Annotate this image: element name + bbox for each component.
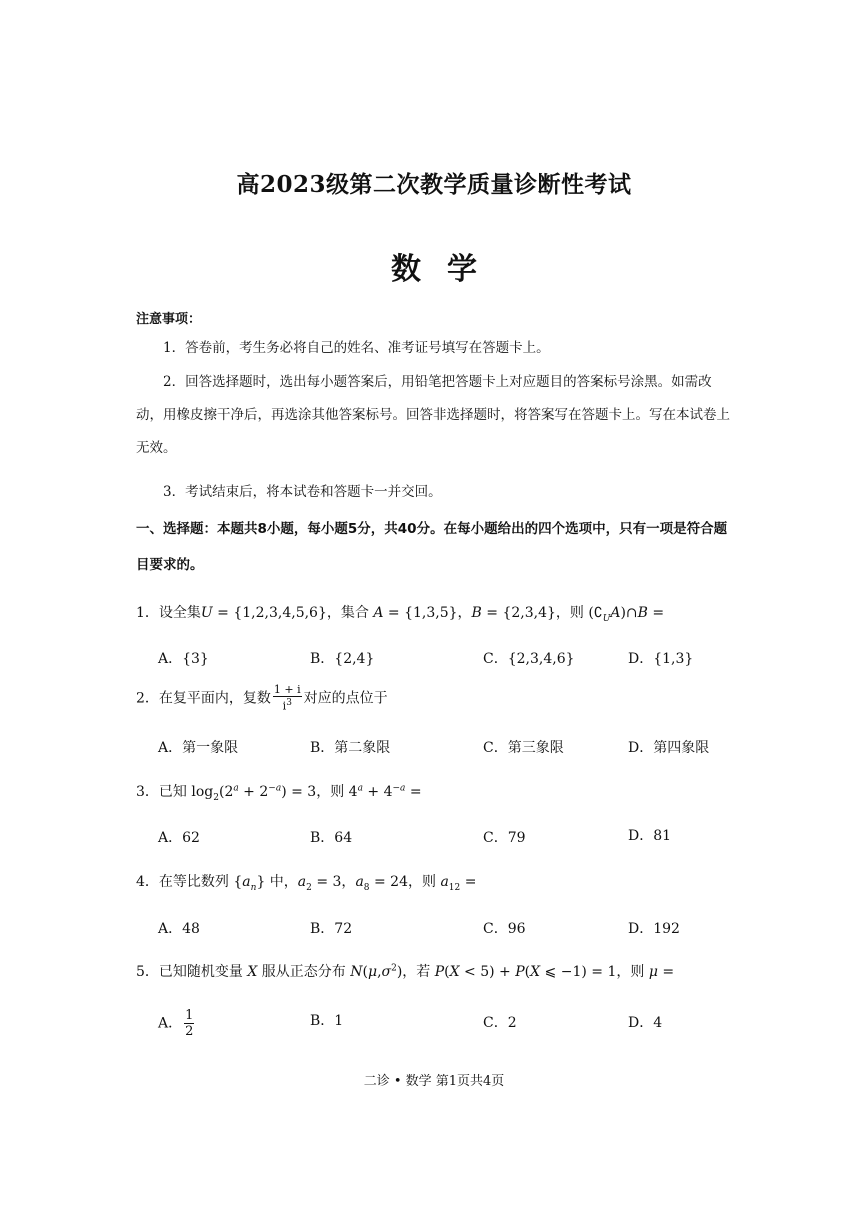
question-number: 1． — [136, 605, 159, 621]
question-2 — [136, 684, 388, 713]
option-label: A． — [158, 1015, 183, 1032]
math-var: X — [530, 964, 541, 980]
math-var: X — [247, 964, 258, 980]
q4-option-d: D．192 — [628, 921, 680, 937]
q2-option-b: B．第二象限 — [310, 740, 391, 756]
question-text: 服从正态分布 — [257, 964, 351, 980]
question-text: )，若 — [396, 964, 435, 980]
q1-option-b: B．{2,4} — [310, 651, 375, 667]
q4-option-b: B．72 — [310, 921, 353, 937]
question-text: + 4 — [362, 784, 393, 800]
question-text: )∩ — [620, 605, 638, 621]
question-text: } 中， — [256, 874, 298, 890]
question-number: 4． — [136, 874, 159, 890]
question-5 — [136, 961, 674, 981]
q5-option-b: B．1 — [310, 1013, 344, 1029]
fraction-numerator: 1 — [185, 1008, 194, 1023]
question-text: ) = 3，则 4 — [281, 784, 358, 800]
fraction-denominator — [273, 697, 302, 713]
q3-option-b: B．64 — [310, 830, 353, 846]
math-var: N — [350, 964, 363, 980]
math-var: a — [242, 874, 251, 890]
question-text: < 5) + — [459, 964, 516, 980]
math-superscript: −a — [392, 783, 406, 794]
math-var: a — [355, 874, 364, 890]
math-subscript: n — [250, 882, 257, 893]
question-1 — [136, 602, 664, 624]
q5-option-a — [158, 1008, 196, 1039]
question-text: ( — [444, 964, 450, 980]
question-text: = {1,3,5}， — [383, 605, 472, 621]
math-var: P — [434, 964, 445, 980]
question-text: = {1,2,3,4,5,6}，集合 — [212, 605, 374, 621]
q3-option-a: A．62 — [158, 830, 200, 846]
q1-option-d: D．{1,3} — [628, 651, 694, 667]
exam-title: 高2023级第二次教学质量诊断性考试 — [236, 171, 632, 198]
math-subscript: 2 — [213, 792, 219, 803]
notice-item-3: 3．考试结束后，将本试卷和答题卡一并交回。 — [163, 484, 442, 500]
math-var: μ — [367, 964, 378, 980]
math-var: B — [637, 605, 648, 621]
math-var: X — [449, 964, 460, 980]
question-text: = — [657, 964, 675, 980]
question-text: = — [405, 784, 422, 800]
math-superscript: a — [233, 783, 239, 794]
q1-option-a: A．{3} — [158, 651, 209, 667]
math-var: μ — [648, 964, 658, 980]
q2-option-c: C．第三象限 — [483, 740, 564, 756]
question-text: (2 — [218, 784, 234, 800]
math-superscript: 3 — [286, 698, 292, 708]
fraction-denominator-base: i — [282, 699, 287, 713]
math-var: a — [440, 874, 449, 890]
q4-option-a: A．48 — [158, 921, 200, 937]
subject-title: 数学 — [391, 252, 503, 287]
q2-option-a: A．第一象限 — [158, 740, 239, 756]
math-var: P — [515, 964, 525, 980]
fraction — [273, 684, 302, 713]
section-heading: 一、选择题：本题共8小题，每小题5分，共40分。在每小题给出的四个选项中，只有一项是符合题目要求的。 — [136, 521, 728, 573]
question-3 — [136, 781, 422, 803]
q3-option-c: C．79 — [483, 830, 526, 846]
q5-option-d: D．4 — [628, 1015, 663, 1031]
math-superscript: a — [357, 783, 363, 794]
question-text: 设全集 — [158, 605, 201, 621]
question-text: = 24，则 — [369, 874, 441, 890]
math-var: A — [610, 605, 621, 621]
q1-option-c: C．{2,3,4,6} — [483, 651, 575, 667]
math-var: σ — [381, 964, 392, 980]
page-footer: 二诊 • 数学 第1页共4页 — [363, 1074, 505, 1089]
q5-option-c: C．2 — [483, 1015, 517, 1031]
math-var: B — [471, 605, 482, 621]
math-subscript: 12 — [448, 882, 461, 893]
q3-option-d: D．81 — [628, 828, 672, 844]
question-number: 5． — [136, 964, 159, 980]
question-text: = — [647, 605, 665, 621]
math-subscript: 8 — [363, 882, 370, 893]
question-text: 已知 log — [158, 784, 214, 800]
question-number: 3． — [136, 784, 159, 800]
fraction — [184, 1008, 194, 1039]
question-text: 在复平面内，复数 — [158, 690, 271, 707]
question-text: ⩽ −1) = 1，则 — [540, 964, 649, 980]
question-text: , — [377, 964, 382, 980]
question-text: = — [460, 874, 477, 890]
question-text: 对应的点位于 — [303, 690, 388, 707]
notice-heading: 注意事项： — [136, 312, 202, 327]
question-text: ( — [362, 964, 368, 980]
fraction-denominator: 2 — [185, 1024, 194, 1039]
question-text: ( — [524, 964, 531, 980]
math-var: U — [200, 605, 213, 621]
q4-option-c: C．96 — [483, 921, 526, 937]
question-4 — [136, 871, 476, 893]
math-subscript: U — [602, 613, 611, 624]
notice-item-1: 1．答卷前，考生务必将自己的姓名、准考证号填写在答题卡上。 — [163, 340, 550, 356]
notice-item-2: 2．回答选择题时，选出每小题答案后，用铅笔把答题卡上对应题目的答案标号涂黑。如需改动，用橡皮擦干净后，再选涂其他答案标号。回答非选择题时，将答案写在答题卡上。写在本试卷上无效。 — [136, 374, 730, 456]
math-superscript: −a — [268, 783, 282, 794]
question-text: 在等比数列 { — [158, 874, 243, 890]
fraction-numerator: 1 + i — [273, 683, 301, 696]
question-text: = {2,3,4}，则 (∁ — [481, 605, 603, 621]
q2-option-d: D．第四象限 — [628, 740, 710, 756]
question-text: = 3， — [311, 874, 356, 890]
question-text: 已知随机变量 — [158, 964, 248, 980]
math-var: A — [373, 605, 384, 621]
math-var: a — [297, 874, 307, 890]
math-subscript: 2 — [306, 882, 312, 893]
question-number: 2． — [136, 690, 159, 707]
question-text: + 2 — [238, 784, 269, 800]
math-superscript: 2 — [391, 963, 397, 974]
